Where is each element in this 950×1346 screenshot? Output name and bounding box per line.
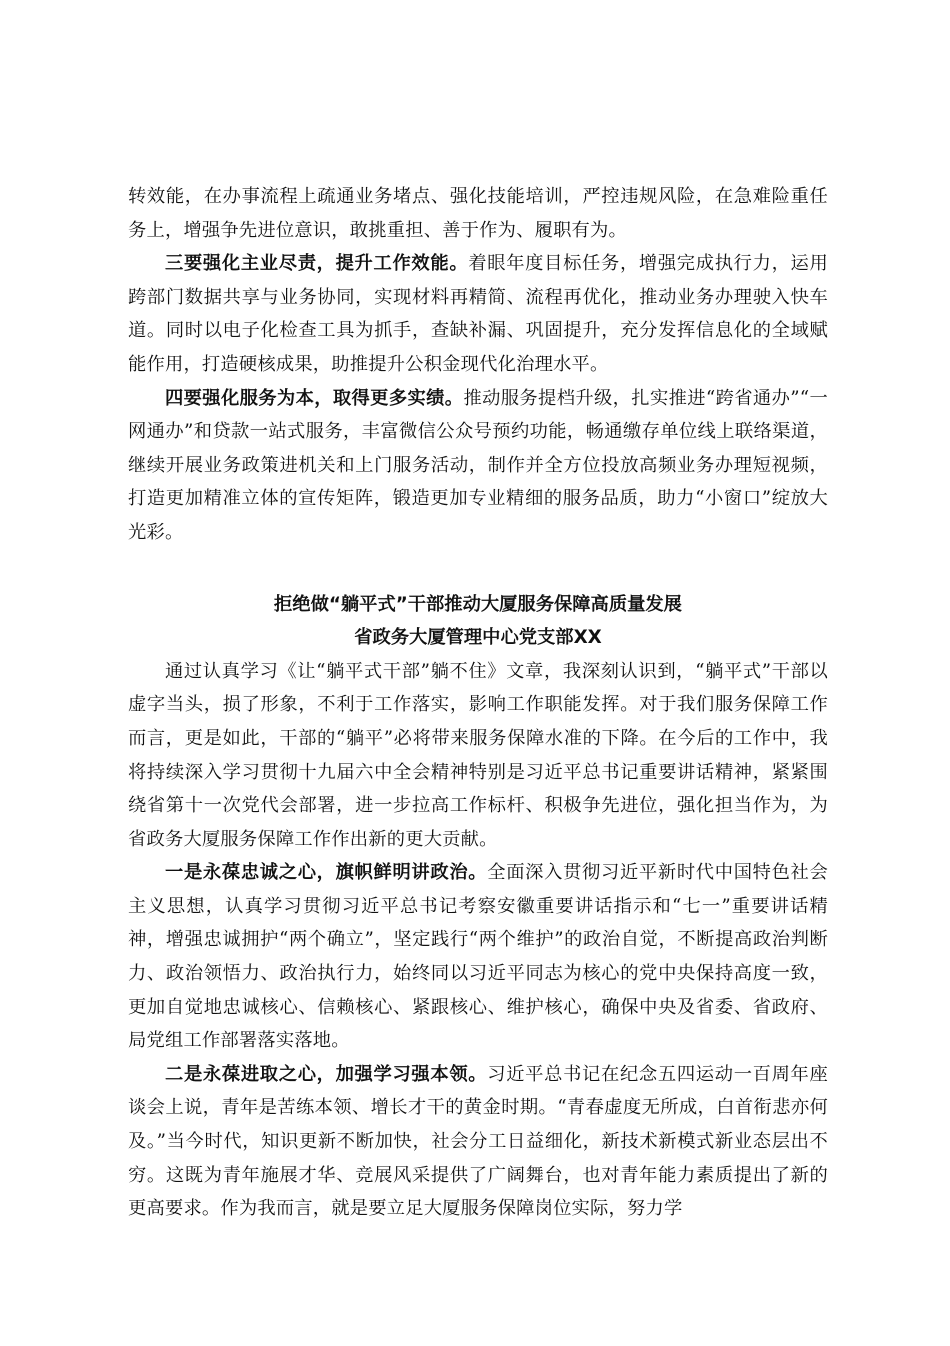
paragraph-lead-bold: 二是永葆进取之心，加强学习强本领。 <box>165 1063 488 1085</box>
paragraph-point-four <box>128 382 828 550</box>
paragraph-lead-bold: 三要强化主业尽责，提升工作效能。 <box>165 253 469 275</box>
paragraph-body: 习近平总书记在纪念五四运动一百周年座谈会上说，青年是苦练本领、增长才干的黄金时期。“青春虚度无所成，白首衔悲亦何及。”当今时代，知识更新不断加快，社会分工日益细化，新技术新模式新业态层出不穷。这既为青年施展才华、竞展风采提供了广阔舞台，也对青年能力素质提出了新的更高要求。作为我而言，就是要立足大厦服务保障岗位实际，努力学 <box>128 1063 828 1220</box>
paragraph-point-two <box>128 1058 828 1226</box>
paragraph-body: 推动服务提档升级，扎实推进“跨省通办”“一网通办”和贷款一站式服务，丰富微信公众号预约功能，畅通缴存单位线上联络渠道，继续开展业务政策进机关和上门服务活动，制作并全方位投放高频业务办理短视频，打造更加精准立体的宣传矩阵，锻造更加专业精细的服务品质，助力“小窗口”绽放大光彩。 <box>128 387 828 543</box>
paragraph-intro: 通过认真学习《让“躺平式干部”躺不住》文章，我深刻认识到，“躺平式”干部以虚字当头，损了形象，不利于工作落实，影响工作职能发挥。对于我们服务保障工作而言，更是如此，干部的“躺平”必将带来服务保障水准的下降。在今后的工作中，我将持续深入学习贯彻十九届六中全会精神特别是习近平总书记重要讲话精神，紧紧围绕省第十一次党代会部署，进一步拉高工作标杆、积极争先进位，强化担当作为，为省政务大厦服务保障工作作出新的更大贡献。 <box>128 660 828 850</box>
article-title: 拒绝做“躺平式”干部推动大厦服务保障高质量发展 <box>274 593 682 615</box>
paragraph-body: 着眼年度目标任务，增强完成执行力，运用跨部门数据共享与业务协同，实现材料再精简、流程再优化，推动业务办理驶入快车道。同时以电子化检查工具为抓手，查缺补漏、巩固提升，充分发挥信息化的全域赋能作用，打造硬核成果，助推提升公积金现代化治理水平。 <box>128 253 828 375</box>
paragraph-lead-bold: 一是永葆忠诚之心，旗帜鲜明讲政治。 <box>165 862 488 884</box>
section-gap <box>128 550 828 588</box>
paragraph-body: 全面深入贯彻习近平新时代中国特色社会主义思想，认真学习贯彻习近平总书记考察安徽重要讲话指示和“七一”重要讲话精神，增强忠诚拥护“两个确立”，坚定践行“两个维护”的政治自觉，不断提高政治判断力、政治领悟力、政治执行力，始终同以习近平同志为核心的党中央保持高度一致，更加自觉地忠诚核心、信赖核心、紧跟核心、维护核心，确保中央及省委、省政府、局党组工作部署落实落地。 <box>128 862 828 1052</box>
paragraph-point-one <box>128 856 828 1058</box>
document-page <box>128 180 828 1226</box>
article-author: 省政务大厦管理中心党支部XX <box>354 627 602 649</box>
paragraph-lead-bold: 四要强化服务为本，取得更多实绩。 <box>165 387 464 409</box>
paragraph-point-three <box>128 247 828 381</box>
paragraph-continuation: 转效能，在办事流程上疏通业务堵点、强化技能培训，严控违规风险，在急难险重任务上，增强争先进位意识，敢挑重担、善于作为、履职有为。 <box>128 186 828 241</box>
